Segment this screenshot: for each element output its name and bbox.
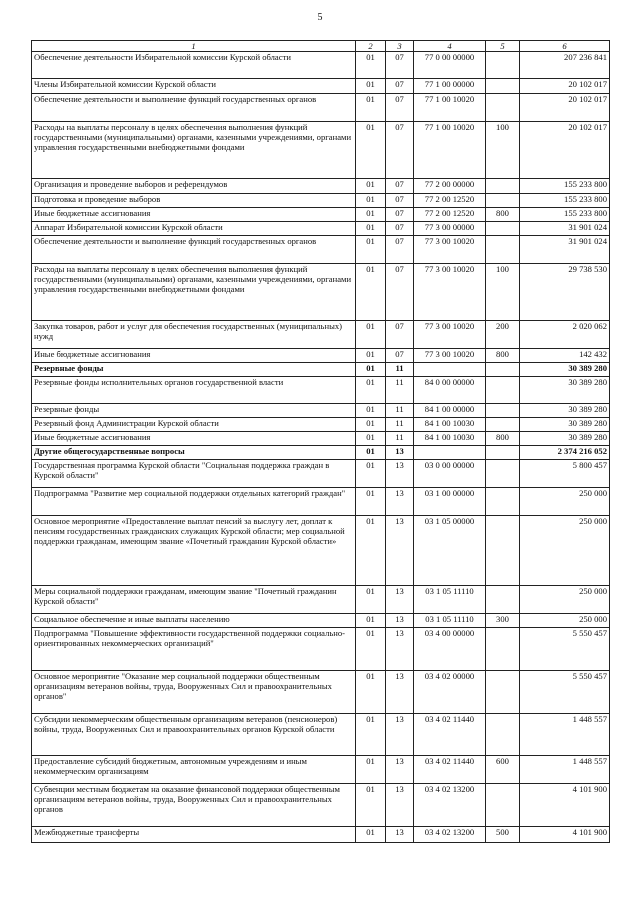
table-row [32, 446, 610, 460]
row-target-article: 77 0 00 00000 [414, 52, 486, 79]
row-expense-type: 800 [486, 349, 520, 363]
table-row [32, 756, 610, 784]
row-target-article: 03 4 02 13200 [414, 784, 486, 827]
row-section: 01 [356, 377, 386, 404]
row-amount: 250 000 [520, 488, 610, 516]
row-section: 01 [356, 586, 386, 614]
row-section: 01 [356, 756, 386, 784]
row-target-article: 77 3 00 10020 [414, 349, 486, 363]
row-target-article: 77 2 00 00000 [414, 179, 486, 194]
row-section: 01 [356, 349, 386, 363]
row-name: Обеспечение деятельности Избирательной комиссии Курской области [32, 52, 356, 79]
table-row [32, 418, 610, 432]
row-expense-type: 800 [486, 432, 520, 446]
row-subsection: 13 [386, 756, 414, 784]
row-target-article: 77 3 00 10020 [414, 321, 486, 349]
row-expense-type [486, 488, 520, 516]
table-row [32, 404, 610, 418]
row-name: Предоставление субсидий бюджетным, автономным учреждениям и иным некоммерческим организациям [32, 756, 356, 784]
budget-table [31, 40, 610, 843]
row-section: 01 [356, 404, 386, 418]
table-row [32, 208, 610, 222]
row-target-article: 03 4 02 11440 [414, 756, 486, 784]
row-subsection: 07 [386, 349, 414, 363]
table-row [32, 349, 610, 363]
row-amount: 30 389 280 [520, 432, 610, 446]
row-name: Иные бюджетные ассигнования [32, 432, 356, 446]
row-target-article: 03 4 02 11440 [414, 714, 486, 756]
table-row [32, 460, 610, 488]
table-row [32, 94, 610, 122]
row-amount: 30 389 280 [520, 418, 610, 432]
row-subsection: 13 [386, 827, 414, 843]
row-expense-type [486, 671, 520, 714]
row-target-article: 03 1 05 11110 [414, 586, 486, 614]
row-amount: 1 448 557 [520, 756, 610, 784]
row-expense-type: 300 [486, 614, 520, 628]
row-section: 01 [356, 488, 386, 516]
row-name: Расходы на выплаты персоналу в целях обеспечения выполнения функций государственными (муниципальными) органами, казенными учреждениями, органами управления государственными внебюджетными фондами [32, 122, 356, 179]
row-target-article: 84 1 00 10030 [414, 418, 486, 432]
table-row [32, 321, 610, 349]
table-row [32, 377, 610, 404]
row-amount: 30 389 280 [520, 363, 610, 377]
table-row [32, 714, 610, 756]
row-amount: 250 000 [520, 586, 610, 614]
row-name: Обеспечение деятельности и выполнение функций государственных органов [32, 236, 356, 264]
row-section: 01 [356, 827, 386, 843]
row-subsection: 07 [386, 222, 414, 236]
row-section: 01 [356, 79, 386, 94]
row-subsection: 07 [386, 321, 414, 349]
table-row [32, 363, 610, 377]
table-row [32, 236, 610, 264]
row-expense-type [486, 404, 520, 418]
row-target-article: 77 3 00 10020 [414, 236, 486, 264]
row-name: Основное мероприятие «Предоставление выплат пенсий за выслугу лет, доплат к пенсиям государственных гражданских служащих Курской области; мер социальной поддержки гражданам, имеющим звание «Почетный гражданин Курской области» [32, 516, 356, 586]
row-name: Резервный фонд Администрации Курской области [32, 418, 356, 432]
row-expense-type [486, 79, 520, 94]
row-name: Подпрограмма "Развитие мер социальной поддержки отдельных категорий граждан" [32, 488, 356, 516]
row-target-article: 77 3 00 10020 [414, 264, 486, 321]
row-name: Основное мероприятие "Оказание мер социальной поддержки общественным организациям ветеранов войны, труда, Вооруженных Сил и правоохранительных органов" [32, 671, 356, 714]
row-section: 01 [356, 628, 386, 671]
page-number: 5 [317, 12, 323, 23]
row-section: 01 [356, 460, 386, 488]
row-expense-type [486, 446, 520, 460]
row-subsection: 13 [386, 488, 414, 516]
row-expense-type: 600 [486, 756, 520, 784]
column-header-amount: 6 [520, 41, 610, 52]
row-subsection: 11 [386, 418, 414, 432]
row-expense-type [486, 94, 520, 122]
row-subsection: 13 [386, 586, 414, 614]
row-name: Социальное обеспечение и иные выплаты населению [32, 614, 356, 628]
header-row [32, 41, 610, 52]
row-target-article [414, 363, 486, 377]
row-amount: 155 233 800 [520, 179, 610, 194]
row-subsection: 13 [386, 446, 414, 460]
row-amount: 5 550 457 [520, 671, 610, 714]
row-target-article: 03 0 00 00000 [414, 460, 486, 488]
row-target-article: 84 0 00 00000 [414, 377, 486, 404]
row-name: Члены Избирательной комиссии Курской области [32, 79, 356, 94]
row-expense-type: 800 [486, 208, 520, 222]
row-subsection: 13 [386, 614, 414, 628]
row-amount: 30 389 280 [520, 377, 610, 404]
row-name: Иные бюджетные ассигнования [32, 349, 356, 363]
row-subsection: 11 [386, 404, 414, 418]
row-amount: 20 102 017 [520, 122, 610, 179]
row-section: 01 [356, 418, 386, 432]
row-section: 01 [356, 264, 386, 321]
row-target-article: 03 4 00 00000 [414, 628, 486, 671]
row-section: 01 [356, 236, 386, 264]
table-row [32, 52, 610, 79]
row-subsection: 13 [386, 714, 414, 756]
row-amount: 30 389 280 [520, 404, 610, 418]
row-target-article: 03 4 02 00000 [414, 671, 486, 714]
row-expense-type [486, 460, 520, 488]
table-row [32, 122, 610, 179]
row-name: Иные бюджетные ассигнования [32, 208, 356, 222]
row-subsection: 13 [386, 628, 414, 671]
row-expense-type [486, 628, 520, 671]
row-target-article: 84 1 00 10030 [414, 432, 486, 446]
table-row [32, 614, 610, 628]
row-section: 01 [356, 208, 386, 222]
table-row [32, 516, 610, 586]
row-expense-type [486, 784, 520, 827]
row-target-article [414, 446, 486, 460]
row-target-article: 03 1 05 00000 [414, 516, 486, 586]
row-amount: 20 102 017 [520, 79, 610, 94]
row-name: Меры социальной поддержки гражданам, имеющим звание "Почетный гражданин Курской области" [32, 586, 356, 614]
row-target-article: 84 1 00 00000 [414, 404, 486, 418]
row-target-article: 77 2 00 12520 [414, 194, 486, 208]
row-amount: 2 374 216 052 [520, 446, 610, 460]
row-amount: 29 738 530 [520, 264, 610, 321]
table-row [32, 264, 610, 321]
row-subsection: 11 [386, 432, 414, 446]
row-expense-type: 100 [486, 122, 520, 179]
table-row [32, 194, 610, 208]
row-section: 01 [356, 432, 386, 446]
row-name: Субвенции местным бюджетам на оказание финансовой поддержки общественным организациям ветеранов войны, труда, Вооруженных Сил и правоохранительных органов [32, 784, 356, 827]
row-name: Обеспечение деятельности и выполнение функций государственных органов [32, 94, 356, 122]
table-row [32, 784, 610, 827]
row-subsection: 11 [386, 377, 414, 404]
row-amount: 5 800 457 [520, 460, 610, 488]
row-target-article: 77 1 00 10020 [414, 122, 486, 179]
row-amount: 5 550 457 [520, 628, 610, 671]
table-row [32, 827, 610, 843]
row-expense-type: 500 [486, 827, 520, 843]
row-subsection: 07 [386, 236, 414, 264]
row-expense-type [486, 179, 520, 194]
table-row [32, 628, 610, 671]
row-expense-type [486, 194, 520, 208]
table-row [32, 671, 610, 714]
row-section: 01 [356, 363, 386, 377]
row-expense-type [486, 516, 520, 586]
row-subsection: 07 [386, 122, 414, 179]
row-subsection: 13 [386, 671, 414, 714]
row-name: Государственная программа Курской области "Социальная поддержка граждан в Курской области" [32, 460, 356, 488]
column-header-name: 1 [32, 41, 356, 52]
row-amount: 142 432 [520, 349, 610, 363]
row-target-article: 03 1 00 00000 [414, 488, 486, 516]
row-amount: 250 000 [520, 516, 610, 586]
row-section: 01 [356, 94, 386, 122]
row-target-article: 77 1 00 10020 [414, 94, 486, 122]
row-section: 01 [356, 179, 386, 194]
column-header-subsection: 3 [386, 41, 414, 52]
row-expense-type [486, 377, 520, 404]
row-name: Расходы на выплаты персоналу в целях обеспечения выполнения функций государственными (муниципальными) органами, казенными учреждениями, органами управления государственными внебюджетными фондами [32, 264, 356, 321]
table-row [32, 79, 610, 94]
row-name: Резервные фонды [32, 404, 356, 418]
row-subsection: 07 [386, 94, 414, 122]
row-subsection: 07 [386, 79, 414, 94]
row-section: 01 [356, 321, 386, 349]
row-name: Аппарат Избирательной комиссии Курской области [32, 222, 356, 236]
row-amount: 31 901 024 [520, 236, 610, 264]
row-subsection: 07 [386, 194, 414, 208]
row-subsection: 13 [386, 460, 414, 488]
row-section: 01 [356, 122, 386, 179]
column-header-section: 2 [356, 41, 386, 52]
row-expense-type: 200 [486, 321, 520, 349]
row-section: 01 [356, 516, 386, 586]
column-header-target-article: 4 [414, 41, 486, 52]
row-name: Подпрограмма "Повышение эффективности государственной поддержки социально-ориентированных некоммерческих организаций" [32, 628, 356, 671]
row-amount: 1 448 557 [520, 714, 610, 756]
row-name: Субсидии некоммерческим общественным организациям ветеранов (пенсионеров) войны, труда, Вооруженных Сил и правоохранительных органов Курской области [32, 714, 356, 756]
row-subsection: 07 [386, 264, 414, 321]
row-amount: 250 000 [520, 614, 610, 628]
row-name: Резервные фонды [32, 363, 356, 377]
row-expense-type [486, 586, 520, 614]
row-amount: 2 020 062 [520, 321, 610, 349]
row-target-article: 03 1 05 11110 [414, 614, 486, 628]
row-expense-type [486, 714, 520, 756]
table-row [32, 179, 610, 194]
row-amount: 31 901 024 [520, 222, 610, 236]
row-target-article: 77 3 00 00000 [414, 222, 486, 236]
row-amount: 207 236 841 [520, 52, 610, 79]
row-amount: 155 233 800 [520, 194, 610, 208]
row-expense-type [486, 222, 520, 236]
row-expense-type [486, 363, 520, 377]
row-expense-type [486, 52, 520, 79]
row-expense-type [486, 418, 520, 432]
column-header-expense-type: 5 [486, 41, 520, 52]
row-section: 01 [356, 714, 386, 756]
row-name: Организация и проведение выборов и референдумов [32, 179, 356, 194]
row-amount: 20 102 017 [520, 94, 610, 122]
row-section: 01 [356, 194, 386, 208]
row-section: 01 [356, 784, 386, 827]
table-row [32, 222, 610, 236]
row-expense-type [486, 236, 520, 264]
row-section: 01 [356, 222, 386, 236]
row-section: 01 [356, 52, 386, 79]
row-name: Подготовка и проведение выборов [32, 194, 356, 208]
row-name: Закупка товаров, работ и услуг для обеспечения государственных (муниципальных) нужд [32, 321, 356, 349]
row-subsection: 07 [386, 52, 414, 79]
row-section: 01 [356, 446, 386, 460]
table-row [32, 488, 610, 516]
row-name: Резервные фонды исполнительных органов государственной власти [32, 377, 356, 404]
row-target-article: 77 1 00 00000 [414, 79, 486, 94]
row-name: Межбюджетные трансферты [32, 827, 356, 843]
row-target-article: 03 4 02 13200 [414, 827, 486, 843]
row-subsection: 13 [386, 784, 414, 827]
row-amount: 155 233 800 [520, 208, 610, 222]
table-row [32, 432, 610, 446]
row-expense-type: 100 [486, 264, 520, 321]
row-subsection: 13 [386, 516, 414, 586]
row-section: 01 [356, 671, 386, 714]
row-subsection: 11 [386, 363, 414, 377]
row-name: Другие общегосударственные вопросы [32, 446, 356, 460]
row-amount: 4 101 900 [520, 827, 610, 843]
row-amount: 4 101 900 [520, 784, 610, 827]
row-target-article: 77 2 00 12520 [414, 208, 486, 222]
row-subsection: 07 [386, 179, 414, 194]
row-subsection: 07 [386, 208, 414, 222]
row-section: 01 [356, 614, 386, 628]
table-row [32, 586, 610, 614]
